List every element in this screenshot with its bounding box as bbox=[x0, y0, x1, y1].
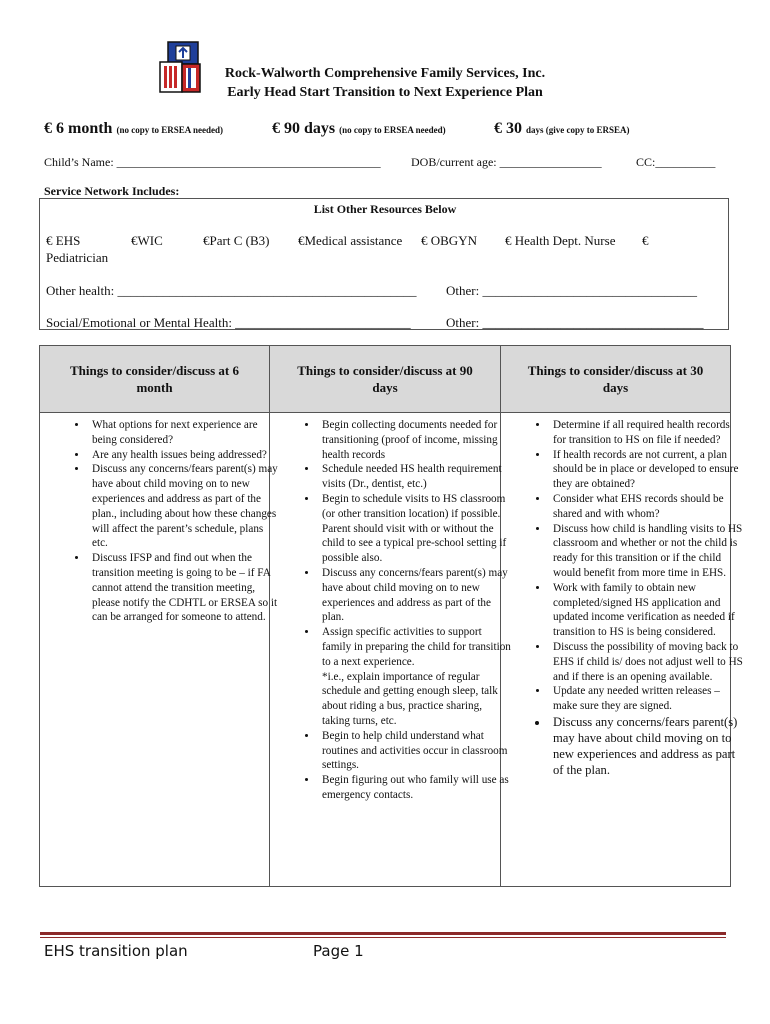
option-90-days[interactable] bbox=[272, 120, 446, 138]
resource-health-dept-nurse[interactable]: € Health Dept. Nurse bbox=[505, 233, 616, 248]
page-number: Page 1 bbox=[313, 942, 364, 960]
resource-medical-assistance[interactable]: €Medical assistance bbox=[298, 233, 403, 248]
list-item: • Discuss the possibility of moving back to EHS if child is/ does not adjust well to HS and if there is an opening available. bbox=[549, 640, 744, 684]
list-item: • Discuss any concerns/fears parent(s) may have about child moving on to new experiences and address as part of the plan. bbox=[318, 566, 512, 625]
option-note: (no copy to ERSEA needed) bbox=[116, 125, 223, 135]
list-item: • Discuss any concerns/fears parent(s) may have about child moving on to new experiences and address as part of the plan., including about how these changes will affect the parent’s schedule, plans etc. bbox=[88, 462, 280, 551]
option-label: 6 month bbox=[56, 120, 113, 137]
list-item: • Update any needed written releases – make sure they are signed. bbox=[549, 684, 744, 714]
resource-pediatrician-label: Pediatrician bbox=[46, 250, 109, 265]
header-90-days: Things to consider/discuss at 90 days bbox=[270, 346, 500, 412]
list-item-subnote: *i.e., explain importance of regular schedule and getting enough sleep, talk about riding a bus, practice sharing, taking turns, etc. bbox=[322, 670, 498, 727]
list-item: • Are any health issues being addressed? bbox=[88, 448, 280, 463]
header-30-days: Things to consider/discuss at 30 days bbox=[501, 346, 730, 412]
footer-divider bbox=[40, 932, 726, 938]
header-divider bbox=[40, 412, 730, 413]
column-90-days bbox=[300, 418, 512, 803]
option-note: days (give copy to ERSEA) bbox=[526, 125, 630, 135]
service-network-heading: Service Network Includes: bbox=[44, 184, 180, 198]
list-item: • Discuss how child is handling visits to HS classroom and whether or not the child is ready for this transition or if the child would benefit from more time in EHS. bbox=[549, 522, 744, 581]
list-item: • What options for next experience are being considered? bbox=[88, 418, 280, 448]
other-health-field[interactable]: Other health: ______________________________________________ bbox=[46, 283, 417, 298]
list-item: • Discuss IFSP and find out when the transition meeting is going to be – if FA cannot attend the transition meeting, please notify the CDHTL or ERSEA so it can be arranged for someone to attend. bbox=[88, 551, 280, 625]
option-label: 90 days bbox=[284, 120, 336, 137]
column-6-month bbox=[70, 418, 280, 625]
other-field-1[interactable]: Other: _________________________________ bbox=[446, 283, 697, 298]
list-item: • Begin to help child understand what routines and activities occur in classroom settings. bbox=[318, 729, 512, 773]
option-6-month[interactable] bbox=[44, 120, 223, 138]
resource-part-c[interactable]: €Part C (B3) bbox=[203, 233, 270, 248]
option-30-days[interactable] bbox=[494, 120, 630, 138]
list-item: • Discuss any concerns/fears parent(s) may have about child moving on to new experiences and address as part of the plan. bbox=[549, 714, 744, 778]
other-field-2[interactable]: Other: __________________________________ bbox=[446, 315, 704, 330]
consider-discuss-table bbox=[39, 345, 743, 887]
list-item: • Determine if all required health records for transition to HS on file if needed? bbox=[549, 418, 744, 448]
footer-title: EHS transition plan bbox=[44, 942, 188, 960]
list-item: • Work with family to obtain new completed/signed HS application and updated income verification as needed if transition to HS is being considered. bbox=[549, 581, 744, 640]
list-item: • If health records are not current, a plan should be in place or developed to ensure they are obtained? bbox=[549, 448, 744, 492]
checkbox-icon: € bbox=[44, 120, 52, 137]
list-item: • Begin collecting documents needed for transitioning (proof of income, missing health records bbox=[318, 418, 512, 462]
option-note: (no copy to ERSEA needed) bbox=[339, 125, 446, 135]
service-network-box bbox=[39, 198, 729, 330]
list-item-text: Assign specific activities to support family in preparing the child for transition to a next experience. bbox=[322, 626, 511, 668]
column-30-days bbox=[531, 418, 744, 778]
social-emotional-field[interactable]: Social/Emotional or Mental Health: ___________________________ bbox=[46, 315, 411, 330]
checkbox-icon: € bbox=[494, 120, 502, 137]
resource-wic[interactable]: €WIC bbox=[131, 233, 163, 248]
list-item: • Begin figuring out who family will use as emergency contacts. bbox=[318, 773, 512, 803]
resource-obgyn[interactable]: € OBGYN bbox=[421, 233, 477, 248]
checkbox-icon: € bbox=[272, 120, 280, 137]
dob-field[interactable]: DOB/current age: _________________ bbox=[411, 155, 602, 169]
list-item bbox=[318, 625, 512, 729]
resource-pediatrician-checkbox[interactable]: € bbox=[642, 233, 649, 248]
header-6-month: Things to consider/discuss at 6 month bbox=[40, 346, 269, 412]
list-item: • Begin to schedule visits to HS classroom (or other transition location) if possible. Parent should visit with or without the child to see a typical pre-school setting if possible also. bbox=[318, 492, 512, 566]
organization-name: Rock-Walworth Comprehensive Family Services, Inc. bbox=[224, 66, 546, 81]
child-name-field[interactable]: Child’s Name: ____________________________________________ bbox=[44, 155, 381, 169]
option-label: 30 bbox=[506, 120, 522, 137]
list-item: • Consider what EHS records should be shared and with whom? bbox=[549, 492, 744, 522]
list-item: • Schedule needed HS health requirement visits (Dr., dentist, etc.) bbox=[318, 462, 512, 492]
list-title: List Other Resources Below bbox=[313, 202, 457, 216]
resource-ehs[interactable]: € EHS bbox=[46, 233, 81, 248]
document-title: Early Head Start Transition to Next Experience Plan bbox=[227, 85, 543, 100]
cc-field[interactable]: CC:__________ bbox=[636, 155, 716, 169]
